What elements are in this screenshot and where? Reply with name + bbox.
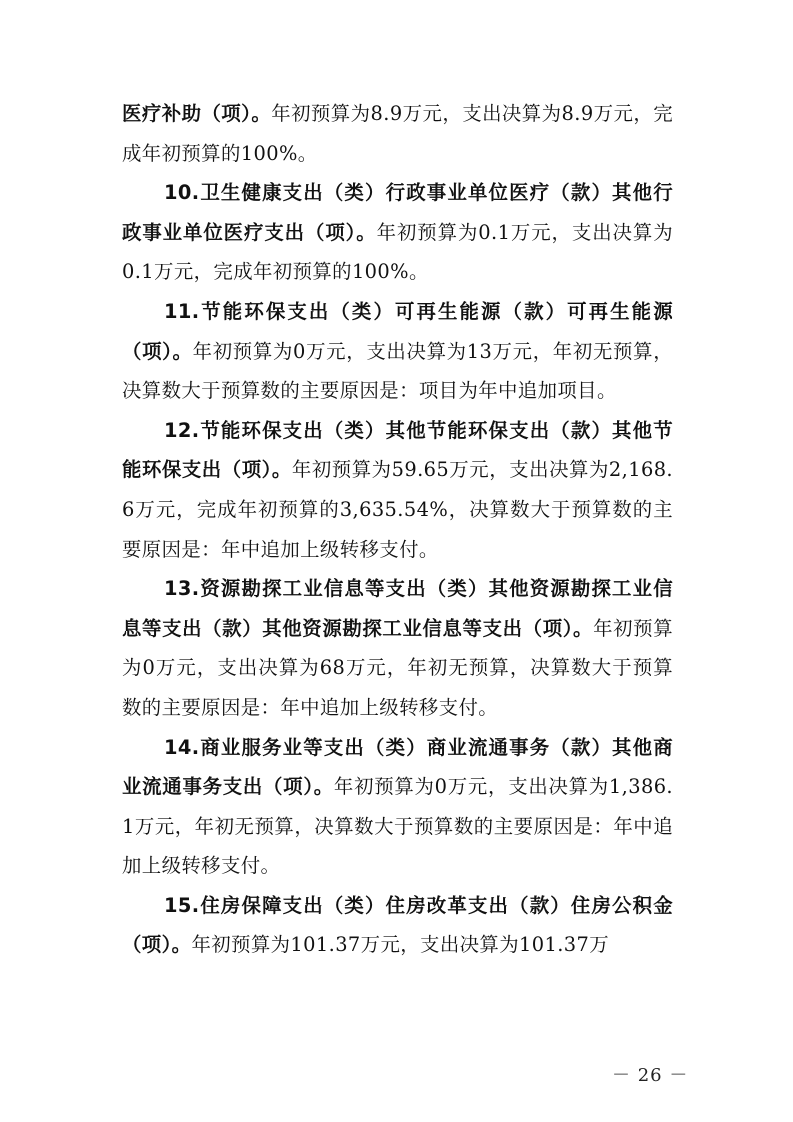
paragraph-heading: 14.商业服务业等支出（类）商业流通事务（款）其他商业流通事务支出（项）。 <box>122 735 673 799</box>
paragraph-11-renewable-energy <box>122 292 673 411</box>
paragraph-text: 年初预算为8.9万元，支出决算为8.9万元，完成年初预算的100%。 <box>122 102 674 165</box>
paragraph-9-medical-aid <box>122 94 673 173</box>
paragraph-text: 年初预算为0万元，支出决算为13万元，年初无预算，决算数大于预算数的主要原因是：项目为年中追加项目。 <box>122 339 673 403</box>
paragraph-text: 年初预算为101.37万元，支出决算为101.37万 <box>191 933 610 957</box>
paragraph-14-commerce-services <box>122 728 673 886</box>
paragraph-heading: 11.节能环保支出（类）可再生能源（款）可再生能源（项）。 <box>122 299 673 363</box>
paragraph-text: 年初预算为0万元，支出决算为68万元，年初无预算，决算数大于预算数的主要原因是：年中追加上级转移支付。 <box>122 616 673 719</box>
paragraph-heading: 医疗补助（项）。 <box>122 102 272 125</box>
paragraph-text: 年初预算为59.65万元，支出决算为2,168.6万元，完成年初预算的3,635.54%，决算数大于预算数的主要原因是：年中追加上级转移支付。 <box>122 458 673 561</box>
paragraph-heading: 15.住房保障支出（类）住房改革支出（款）住房公积金（项）。 <box>122 893 673 957</box>
page-number: － 26 － <box>612 1065 689 1086</box>
document-body <box>122 94 673 965</box>
paragraph-text: 年初预算为0万元，支出决算为1,386.1万元，年初无预算，决算数大于预算数的主要原因是：年中追加上级转移支付。 <box>122 775 673 878</box>
paragraph-15-housing-security <box>122 886 673 965</box>
paragraph-13-resource-exploration <box>122 569 673 727</box>
paragraph-heading: 12.节能环保支出（类）其他节能环保支出（款）其他节能环保支出（项）。 <box>122 418 673 482</box>
paragraph-heading: 10.卫生健康支出（类）行政事业单位医疗（款）其他行政事业单位医疗支出（项）。 <box>122 181 673 244</box>
paragraph-text: 年初预算为0.1万元，支出决算为0.1万元，完成年初预算的100%。 <box>122 220 673 284</box>
paragraph-12-energy-saving <box>122 411 673 569</box>
paragraph-heading: 13.资源勘探工业信息等支出（类）其他资源勘探工业信息等支出（款）其他资源勘探工业信息等支出（项）。 <box>122 577 673 640</box>
paragraph-10-health <box>122 173 673 292</box>
